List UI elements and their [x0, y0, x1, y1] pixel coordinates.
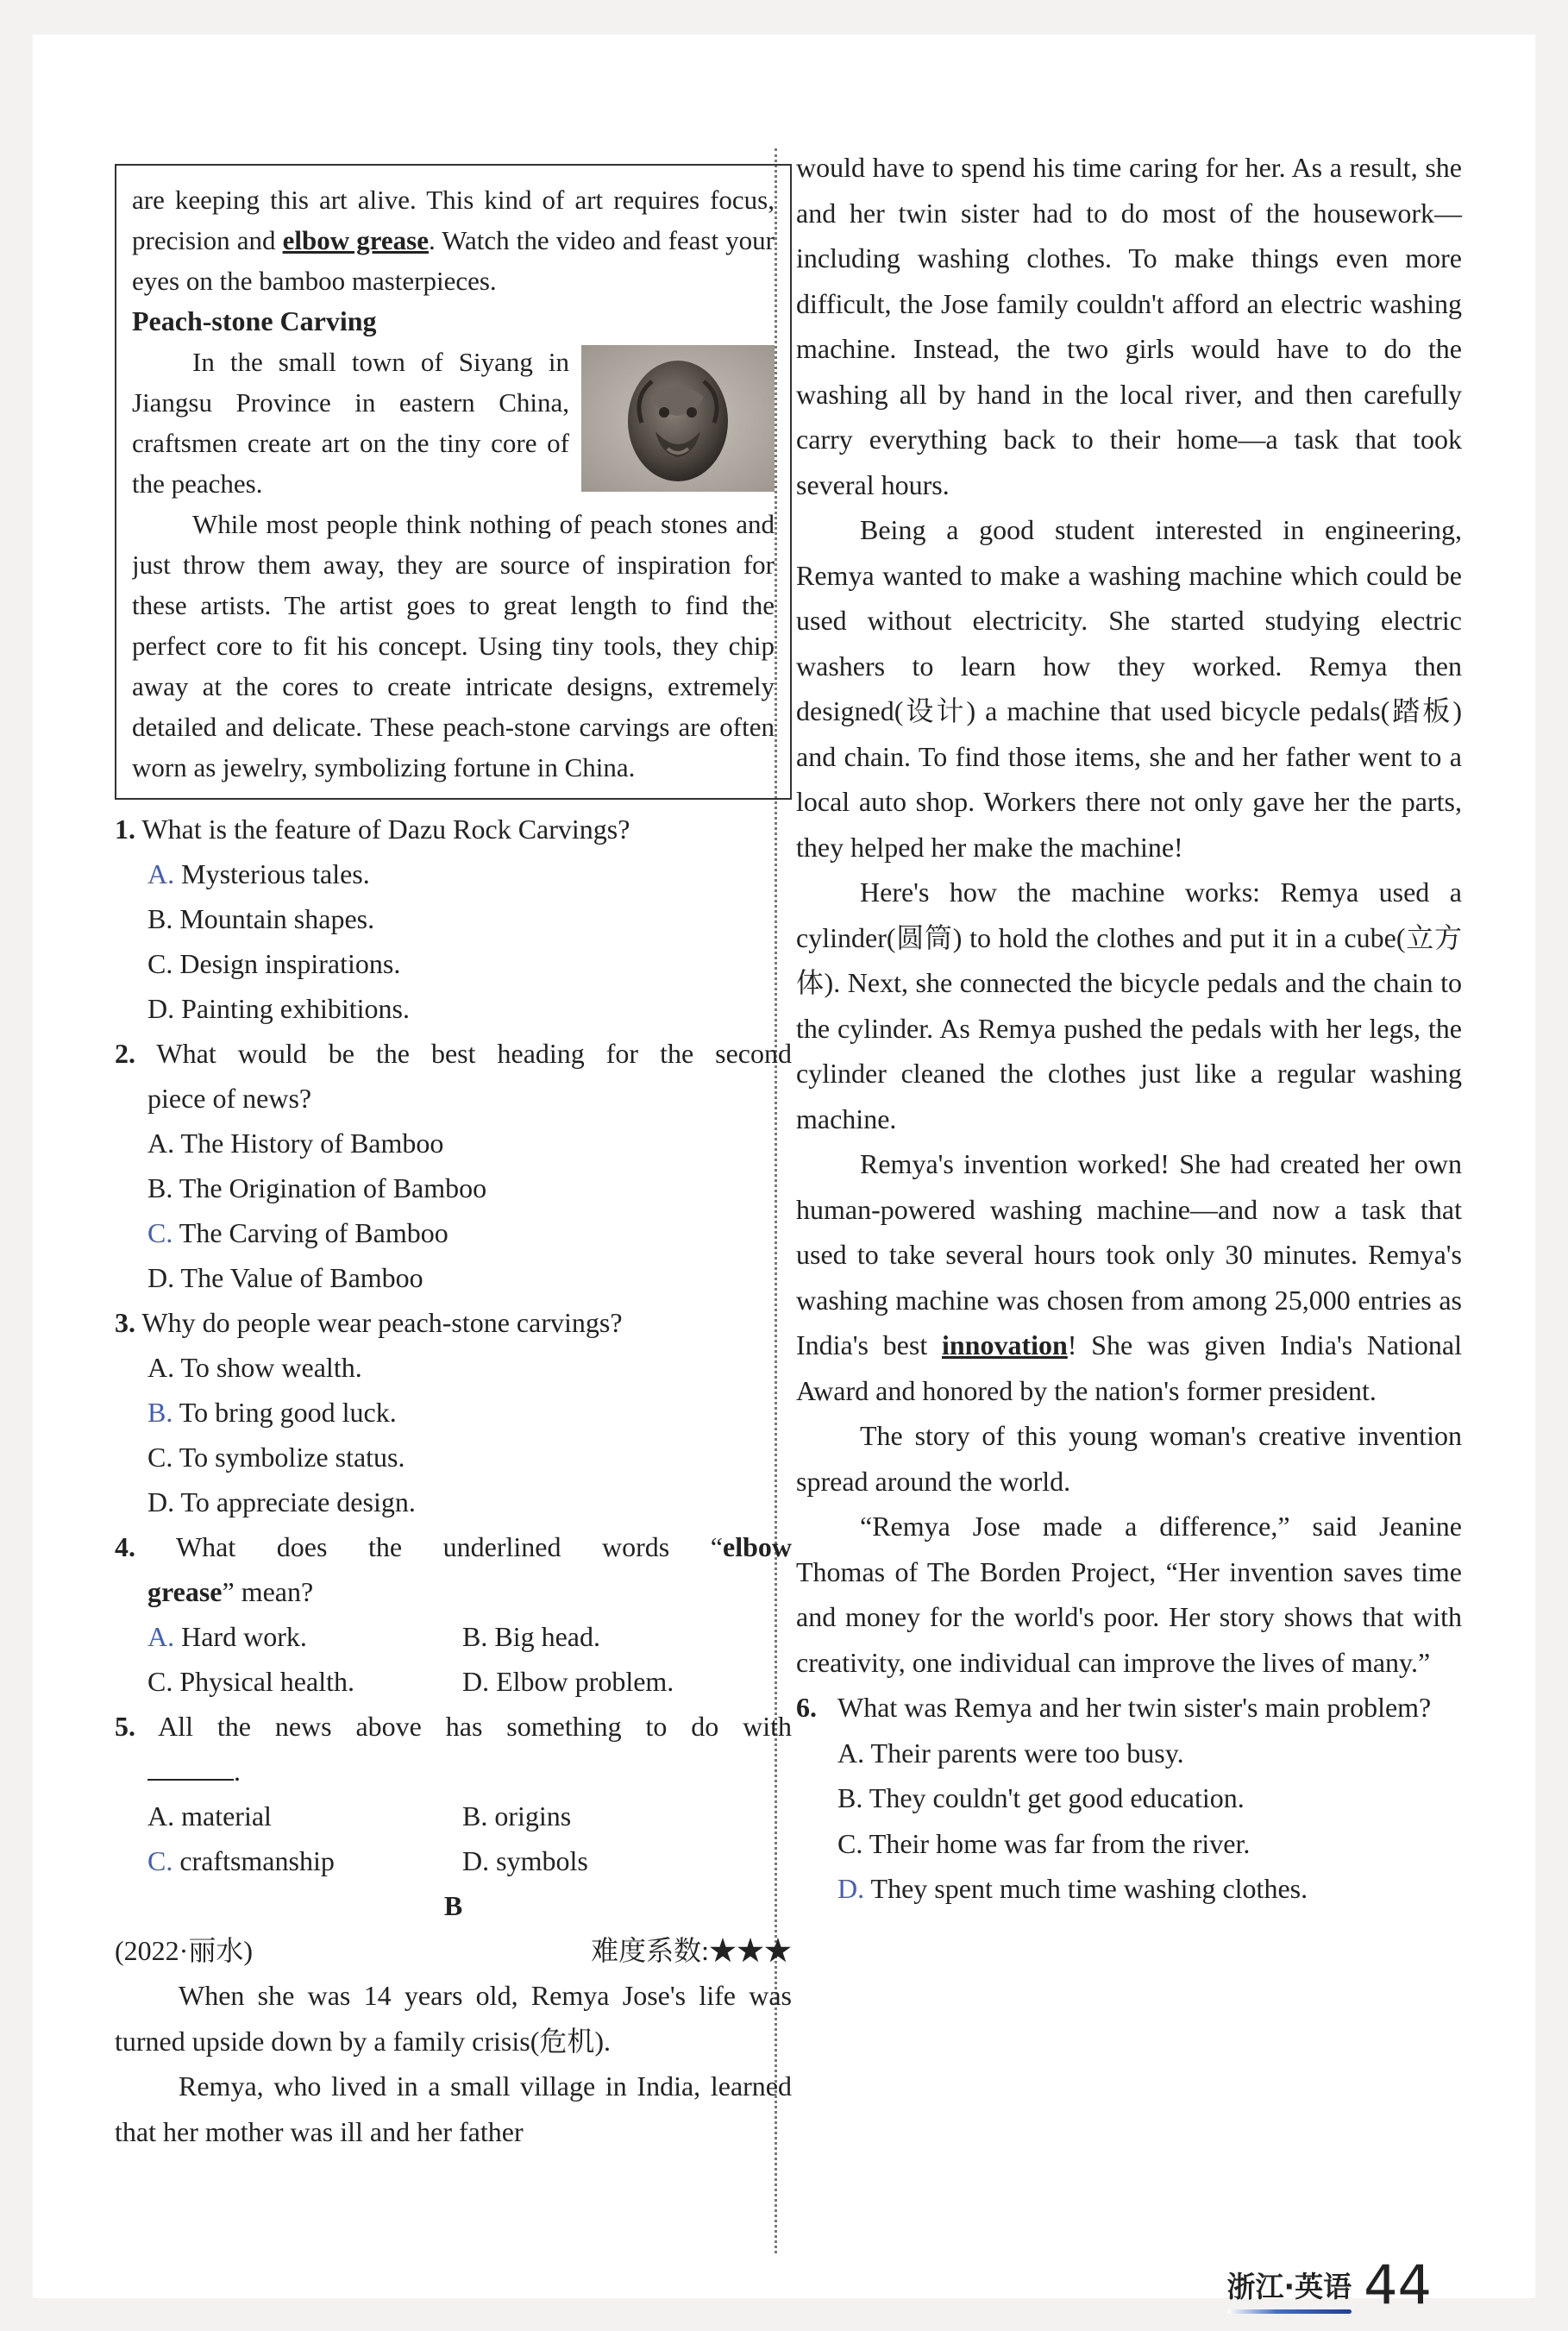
options-5-row1	[115, 1794, 792, 1838]
passage-a-box	[115, 164, 792, 800]
section-b-source-line	[115, 1928, 792, 1973]
peach-stone-section	[132, 342, 775, 788]
option-1d[interactable]: D. Painting exhibitions.	[147, 993, 410, 1024]
option-5d[interactable]: D. symbols	[462, 1845, 588, 1876]
passage-b-para-2-cont: would have to spend his time caring for her. As a result, she and her twin sister had to do most of the housework—including washing clothes. To make things even more difficult, the Jose family couldn't afford an electric washing machine. Instead, the two girls would have to do the washing all by hand in the local river, and then carefully carry everything back to their home—a task that took several hours.	[796, 152, 1462, 500]
innovation-word: innovation	[941, 1329, 1068, 1360]
option-3d[interactable]: D. To appreciate design.	[147, 1486, 416, 1517]
difficulty-rating: 难度系数:★★★	[591, 1935, 792, 1966]
section-b-label: B	[443, 1890, 463, 1921]
option-6a[interactable]: A. Their parents were too busy.	[837, 1737, 1184, 1769]
option-4c[interactable]: C. Physical health.	[147, 1666, 354, 1697]
option-4b[interactable]: B. Big head.	[462, 1621, 600, 1652]
footer-label: 浙江·英语	[1227, 2265, 1352, 2312]
option-5c[interactable]: C. craftsmanship	[147, 1845, 335, 1876]
option-4a[interactable]: A. Hard work.	[147, 1621, 307, 1652]
page-number: 44	[1364, 2253, 1432, 2316]
option-1c[interactable]: C. Design inspirations.	[147, 948, 401, 979]
option-1a[interactable]: A. Mysterious tales.	[147, 858, 370, 889]
peach-stone-heading: Peach-stone Carving	[132, 305, 377, 336]
option-2b[interactable]: B. The Origination of Bamboo	[147, 1172, 487, 1203]
option-3c[interactable]: C. To symbolize status.	[147, 1442, 405, 1473]
option-2c[interactable]: C. The Carving of Bamboo	[147, 1217, 448, 1248]
source-tag: (2022·丽水)	[115, 1935, 253, 1966]
passage-intro: are keeping this art alive. This kind of art requires focus, precision and elbow grease. Watch the video and feast your eyes on the bamboo masterpieces.	[132, 185, 775, 296]
option-5b[interactable]: B. origins	[462, 1800, 572, 1832]
option-2a[interactable]: A. The History of Bamboo	[147, 1128, 444, 1159]
question-4: 4. What does the underlined words “elbow grease” mean? A. Hard work. B. Big head. C. Physical health. D. Elbow problem.	[115, 1524, 792, 1704]
options-4-row2	[115, 1659, 792, 1704]
passage-b-para-5: Remya's invention worked! She had created her own human-powered washing machine—and now a task that used to take several hours took only 30 minutes. Remya's washing machine was chosen from among 25,000 entries as India's best innovation! She was given India's National Award and honored by the nation's former president.	[796, 1148, 1463, 1406]
option-5a[interactable]: A. material	[147, 1800, 272, 1832]
question-1: 1. What is the feature of Dazu Rock Carvings? A. Mysterious tales. B. Mountain shapes. C. Design inspirations. D. Painting exhibitions.	[115, 807, 792, 1031]
passage-b-para-1: When she was 14 years old, Remya Jose's life was turned upside down by a family crisis(危机).	[115, 1980, 792, 2057]
option-6b[interactable]: B. They couldn't get good education.	[837, 1782, 1245, 1813]
passage-b-para-7: “Remya Jose made a difference,” said Jeanine Thomas of The Borden Project, “Her invention saves time and money for the world's poor. Her story shows that with creativity, one individual can improve the lives of many.”	[796, 1511, 1462, 1678]
passage-b-para-6: The story of this young woman's creative invention spread around the world.	[796, 1420, 1462, 1497]
options-5-row2	[115, 1838, 792, 1883]
option-6d[interactable]: D. They spent much time washing clothes.	[837, 1873, 1308, 1904]
passage-b-para-3: Being a good student interested in engineering, Remya wanted to make a washing machine which could be used without electricity. She started studying electric washers to learn how they worked. Remya then designed(设计) a machine that used bicycle pedals(踏板) and chain. To find those items, she and her father went to a local auto shop. Workers there not only gave her the parts, they helped her make the machine!	[796, 514, 1462, 863]
question-2: 2. What would be the best heading for the second piece of news? A. The History of Bamboo B. The Origination of Bamboo C. The Carving of Bamboo D. The Value of Bamboo	[115, 1031, 792, 1300]
peach-para-1: In the small town of Siyang in Jiangsu Province in eastern China, craftsmen create art on the tiny core of the peaches.	[132, 347, 569, 499]
passage-b-para-2: Remya, who lived in a small village in India, learned that her mother was ill and her father	[115, 2070, 792, 2147]
peach-stone-carving-image	[581, 345, 775, 492]
option-6c[interactable]: C. Their home was far from the river.	[837, 1827, 1251, 1859]
question-3: 3. Why do people wear peach-stone carvings? A. To show wealth. B. To bring good luck. C. To symbolize status. D. To appreciate design.	[115, 1300, 792, 1524]
option-3b[interactable]: B. To bring good luck.	[147, 1397, 397, 1428]
option-2d[interactable]: D. The Value of Bamboo	[147, 1262, 423, 1293]
option-4d[interactable]: D. Elbow problem.	[462, 1666, 674, 1697]
page-footer	[1226, 2253, 1432, 2316]
elbow-grease-phrase: elbow grease	[282, 225, 429, 255]
option-1b[interactable]: B. Mountain shapes.	[147, 903, 375, 934]
options-4-row1	[115, 1614, 792, 1659]
workbook-page	[33, 35, 1535, 2316]
left-column	[115, 164, 792, 2154]
question-5: 5. All the news above has something to do with . A. material B. origins C. craftsmanship D. symbols	[115, 1704, 792, 1883]
option-3a[interactable]: A. To show wealth.	[147, 1352, 362, 1383]
answer-blank	[147, 1753, 234, 1781]
passage-b-para-4: Here's how the machine works: Remya used a cylinder(圆筒) to hold the clothes and put it in a cube(立方体). Next, she connected the bicycle pedals and the chain to the cylinder. As Remya pushed the pedals with her legs, the cylinder cleaned the clothes just like a regular washing machine.	[796, 876, 1462, 1134]
question-6: 6. What was Remya and her twin sister's main problem? A. Their parents were too busy. B. They couldn't get good education. C. Their home was far from the river. D. They spent much time washing clothes.	[796, 1685, 1462, 1912]
right-column	[796, 145, 1462, 1912]
peach-para-2: While most people think nothing of peach stones and just throw them away, they are source of inspiration for these artists. The artist goes to great length to find the perfect core to fit his concept. Using tiny tools, they chip away at the cores to create intricate designs, extremely detailed and delicate. These peach-stone carvings are often worn as jewelry, symbolizing fortune in China.	[132, 509, 775, 782]
